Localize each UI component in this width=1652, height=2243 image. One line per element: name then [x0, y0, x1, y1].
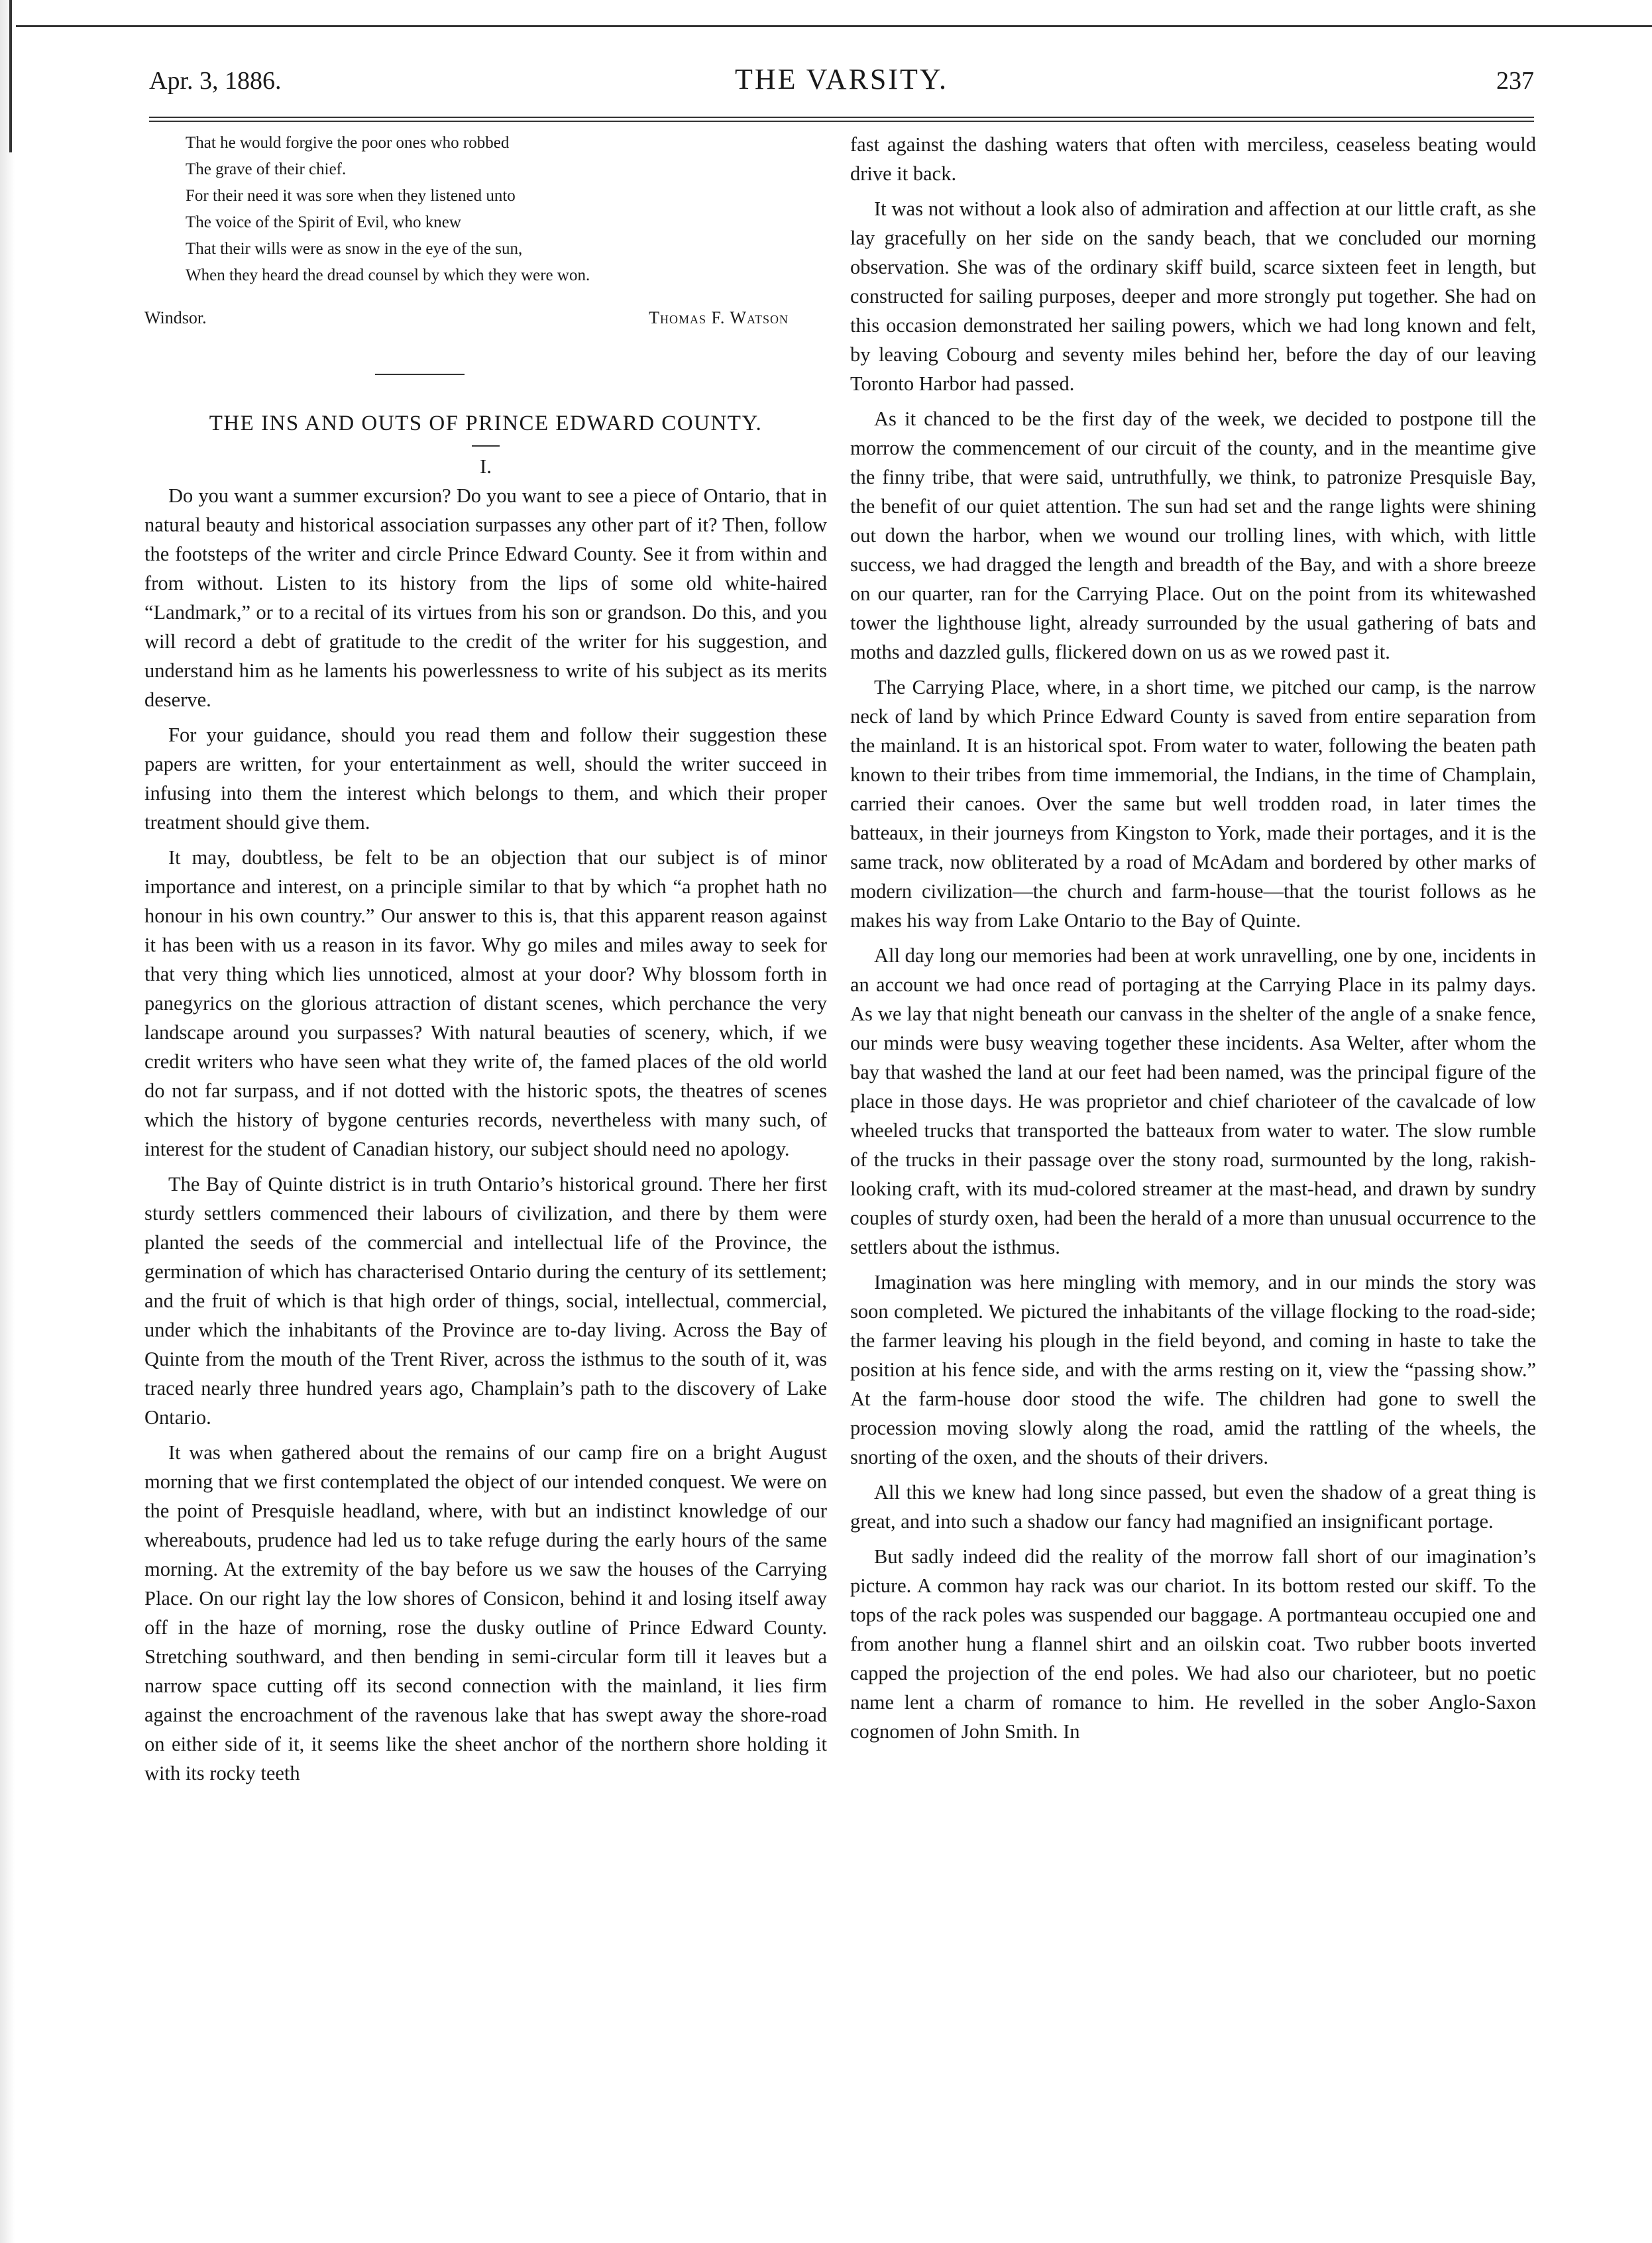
article-paragraph: The Bay of Quinte district is in truth Ontario’s historical ground. There her first sturdy settlers commenced their labours of civilization, and there by them were planted the seeds of the commercial and intellectual life of the Province, the germination of which has characterised Ontario during the century of its settlement; and the fruit of which is that high order of things, social, intellectual, commercial, under which the inhabitants of the Province are to-day living. Across the Bay of Quinte from the mouth of the Trent River, across the isthmus to the south of it, was traced nearly three hundred years ago, Champlain’s path to the discovery of Lake Ontario.	[144, 1173, 827, 1429]
article-paragraph: It was when gathered about the remains of our camp fire on a bright August morning that we first contemplated the object of our intended conquest. We were on the point of Presquisle headland, where, with but an indistinct knowledge of our whereabouts, prudence had led us to take refuge during the early hours of the same morning. At the extremity of the bay before us we saw the houses of the Carrying Place. On our right lay the low shores of Consicon, behind it and losing itself away off in the haze of morning, rose the dusky outline of Prince Edward County. Stretching southward, and then bending in semi-circular form till it leaves but a narrow space cutting off its second connection with the mainland, it lies firm against the encroachment of the ravenous lake that has swept away the shore-road on either side of it, it seems like the sheet anchor of the northern shore holding it with its rocky teeth	[144, 1441, 827, 1784]
article-paragraph: The Carrying Place, where, in a short time, we pitched our camp, is the narrow neck of land by which Prince Edward County is saved from entire separation from the mainland. It is an historical spot. From water to water, following the beaten path known to their tribes from time immemorial, the Indians, in the time of Champlain, carried their canoes. Over the same but well trodden road, in later times the batteaux, in their journeys from Kingston to York, made their portages, and it is the same track, now obliterated by a road of McAdam and bordered by other marks of modern civilization—the church and farm-house—that the tourist follows as he makes his way from Lake Ontario to the Bay of Quinte.	[850, 676, 1536, 932]
poem-line: That he would forgive the poor ones who robbed	[186, 134, 510, 152]
article-paragraph: It was not without a look also of admiration and affection at our little craft, as she lay gracefully on her side on the sandy beach, that we concluded our morning observation. She was of the ordinary skiff build, scarce sixteen feet in length, but constructed for sailing purposes, deeper and more strongly put together. She had on this occasion demonstrated her sailing powers, which we had long known and felt, by leaving Cobourg and seventy miles behind her, before the day of our leaving Toronto Harbor had passed.	[850, 197, 1536, 395]
header-double-rule	[149, 117, 1534, 122]
page-header	[149, 63, 1534, 113]
section-separator	[375, 374, 465, 375]
article-paragraph: fast against the dashing waters that often with merciless, ceaseless beating would drive it back.	[850, 133, 1536, 185]
poem-line: That their wills were as snow in the eye of the sun,	[186, 240, 523, 258]
left-column	[144, 130, 827, 1794]
part-number: I.	[479, 455, 492, 478]
article-paragraph: It may, doubtless, be felt to be an objection that our subject is of minor importance and interest, on a principle similar to that by which “a prophet hath no honour in his own country.” Our answer to this is, that this apparent reason against it has been with us a reason in its favor. Why go miles and miles away to seek for that very thing which lies unnoticed, almost at your door? Why blossom forth in panegyrics on the glorious attraction of distant scenes, which perchance the very landscape around you surpasses? With natural beauties of scenery, which, if we credit writers who have seen what they write of, the famed places of the old world do not far surpass, and if not dotted with the historic spots, the theatres of scenes which the history of bygone centuries records, nevertheless with many such, of interest for the student of Canadian history, our subject should need no apology.	[144, 846, 827, 1160]
poem-line: When they heard the dread counsel by which they were won.	[186, 266, 590, 284]
poem-line: The grave of their chief.	[186, 160, 347, 178]
poem-signature	[144, 303, 827, 333]
poem-line: For their need it was sore when they listened unto	[186, 187, 516, 205]
poem-line: The voice of the Spirit of Evil, who knew	[186, 213, 461, 231]
issue-date: Apr. 3, 1886.	[149, 67, 282, 95]
article-paragraph: Imagination was here mingling with memory, and in our minds the story was soon completed. We pictured the inhabitants of the village flocking to the road-side; the farmer leaving his plough in the field beyond, and coming in haste to take the position at his fence side, and with the arms resting on it, view the “passing show.” At the farm-house door stood the wife. The children had gone to swell the procession moving slowly along the road, amid the rattling of the wheels, the snorting of the oxen, and the shouts of their drivers.	[850, 1271, 1536, 1468]
poem-place: Windsor.	[144, 308, 207, 327]
title-dash	[472, 445, 500, 447]
article-paragraph: Do you want a summer excursion? Do you want to see a piece of Ontario, that in natural beauty and historical association surpasses any other part of it? Then, follow the footsteps of the writer and circle Prince Edward County. See it from within and from without. Listen to its history from the lips of some old white-haired “Landmark,” or to a recital of its virtues from his son or grandson. Do this, and you will record a debt of gratitude to the credit of the writer for his suggestion, and understand him as he laments his powerlessness to write of his subject as its merits deserve.	[144, 484, 827, 711]
right-column	[850, 130, 1536, 1752]
article-paragraph: All this we knew had long since passed, but even the shadow of a great thing is great, and into such a shadow our fancy had magnified an insignificant portage.	[850, 1481, 1536, 1533]
article-paragraph: As it chanced to be the first day of the week, we decided to postpone till the morrow the commencement of our circuit of the county, and in the meantime give the finny tribe, that were said, untruthfully, we think, to patronize Presquisle Bay, the benefit of our quiet attention. The sun had set and the range lights were shining out down the harbor, when we wound our trolling lines, with which, with little success, we had dragged the length and breadth of the Bay, and with a shore breeze on our quarter, ran for the Carrying Place. Out on the point from its whitewashed tower the lighthouse light, already surrounded by the usual gathering of bats and moths and dazzled gulls, flickered down on us as we rowed past it.	[850, 408, 1536, 663]
top-rule	[16, 25, 1652, 27]
poem-author: Thomas F. Watson	[649, 308, 789, 327]
article-paragraph: But sadly indeed did the reality of the morrow fall short of our imagination’s picture. A common hay rack was our chariot. In its bottom rested our skiff. To the tops of the rack poles was suspended our baggage. A portmanteau occupied one and from another hung a flannel shirt and an oilskin coat. Two rubber boots inverted capped the projection of the end poles. We had also our charioteer, but no poetic name lent a charm of romance to him. He revelled in the sober Anglo-Saxon cognomen of John Smith. In	[850, 1545, 1536, 1743]
poem-stanza	[144, 130, 827, 289]
article-paragraph: All day long our memories had been at work unravelling, one by one, incidents in an account we had once read of portaging at the Carrying Place in its palmy days. As we lay that night beneath our canvass in the shelter of the angle of a snake fence, our minds were busy weaving together these incidents. Asa Welter, after whom the bay that washed the land at our feet had been named, was the principal figure of the place in those days. He was proprietor and chief charioteer of the cavalcade of low wheeled trucks that transported the batteaux from water to water. The slow rumble of the trucks in their passage over the stony road, surmounted by the long, rakish-looking craft, with its mud-colored streamer at the mast-head, and drawn by sundry couples of sturdy oxen, had been the herald of a more than unusual occurrence to the settlers about the isthmus.	[850, 944, 1536, 1258]
publication-title: THE VARSITY.	[734, 63, 949, 95]
page-edge	[0, 0, 15, 2243]
page-number: 237	[1496, 67, 1534, 95]
binding-rule	[9, 0, 12, 152]
article-paragraph: For your guidance, should you read them and follow their suggestion these papers are written, for your entertainment as well, should the writer succeed in infusing into them the interest which belongs to them, and which their proper treatment should give them.	[144, 724, 827, 834]
article-title: THE INS AND OUTS OF PRINCE EDWARD COUNTY.	[209, 411, 763, 435]
